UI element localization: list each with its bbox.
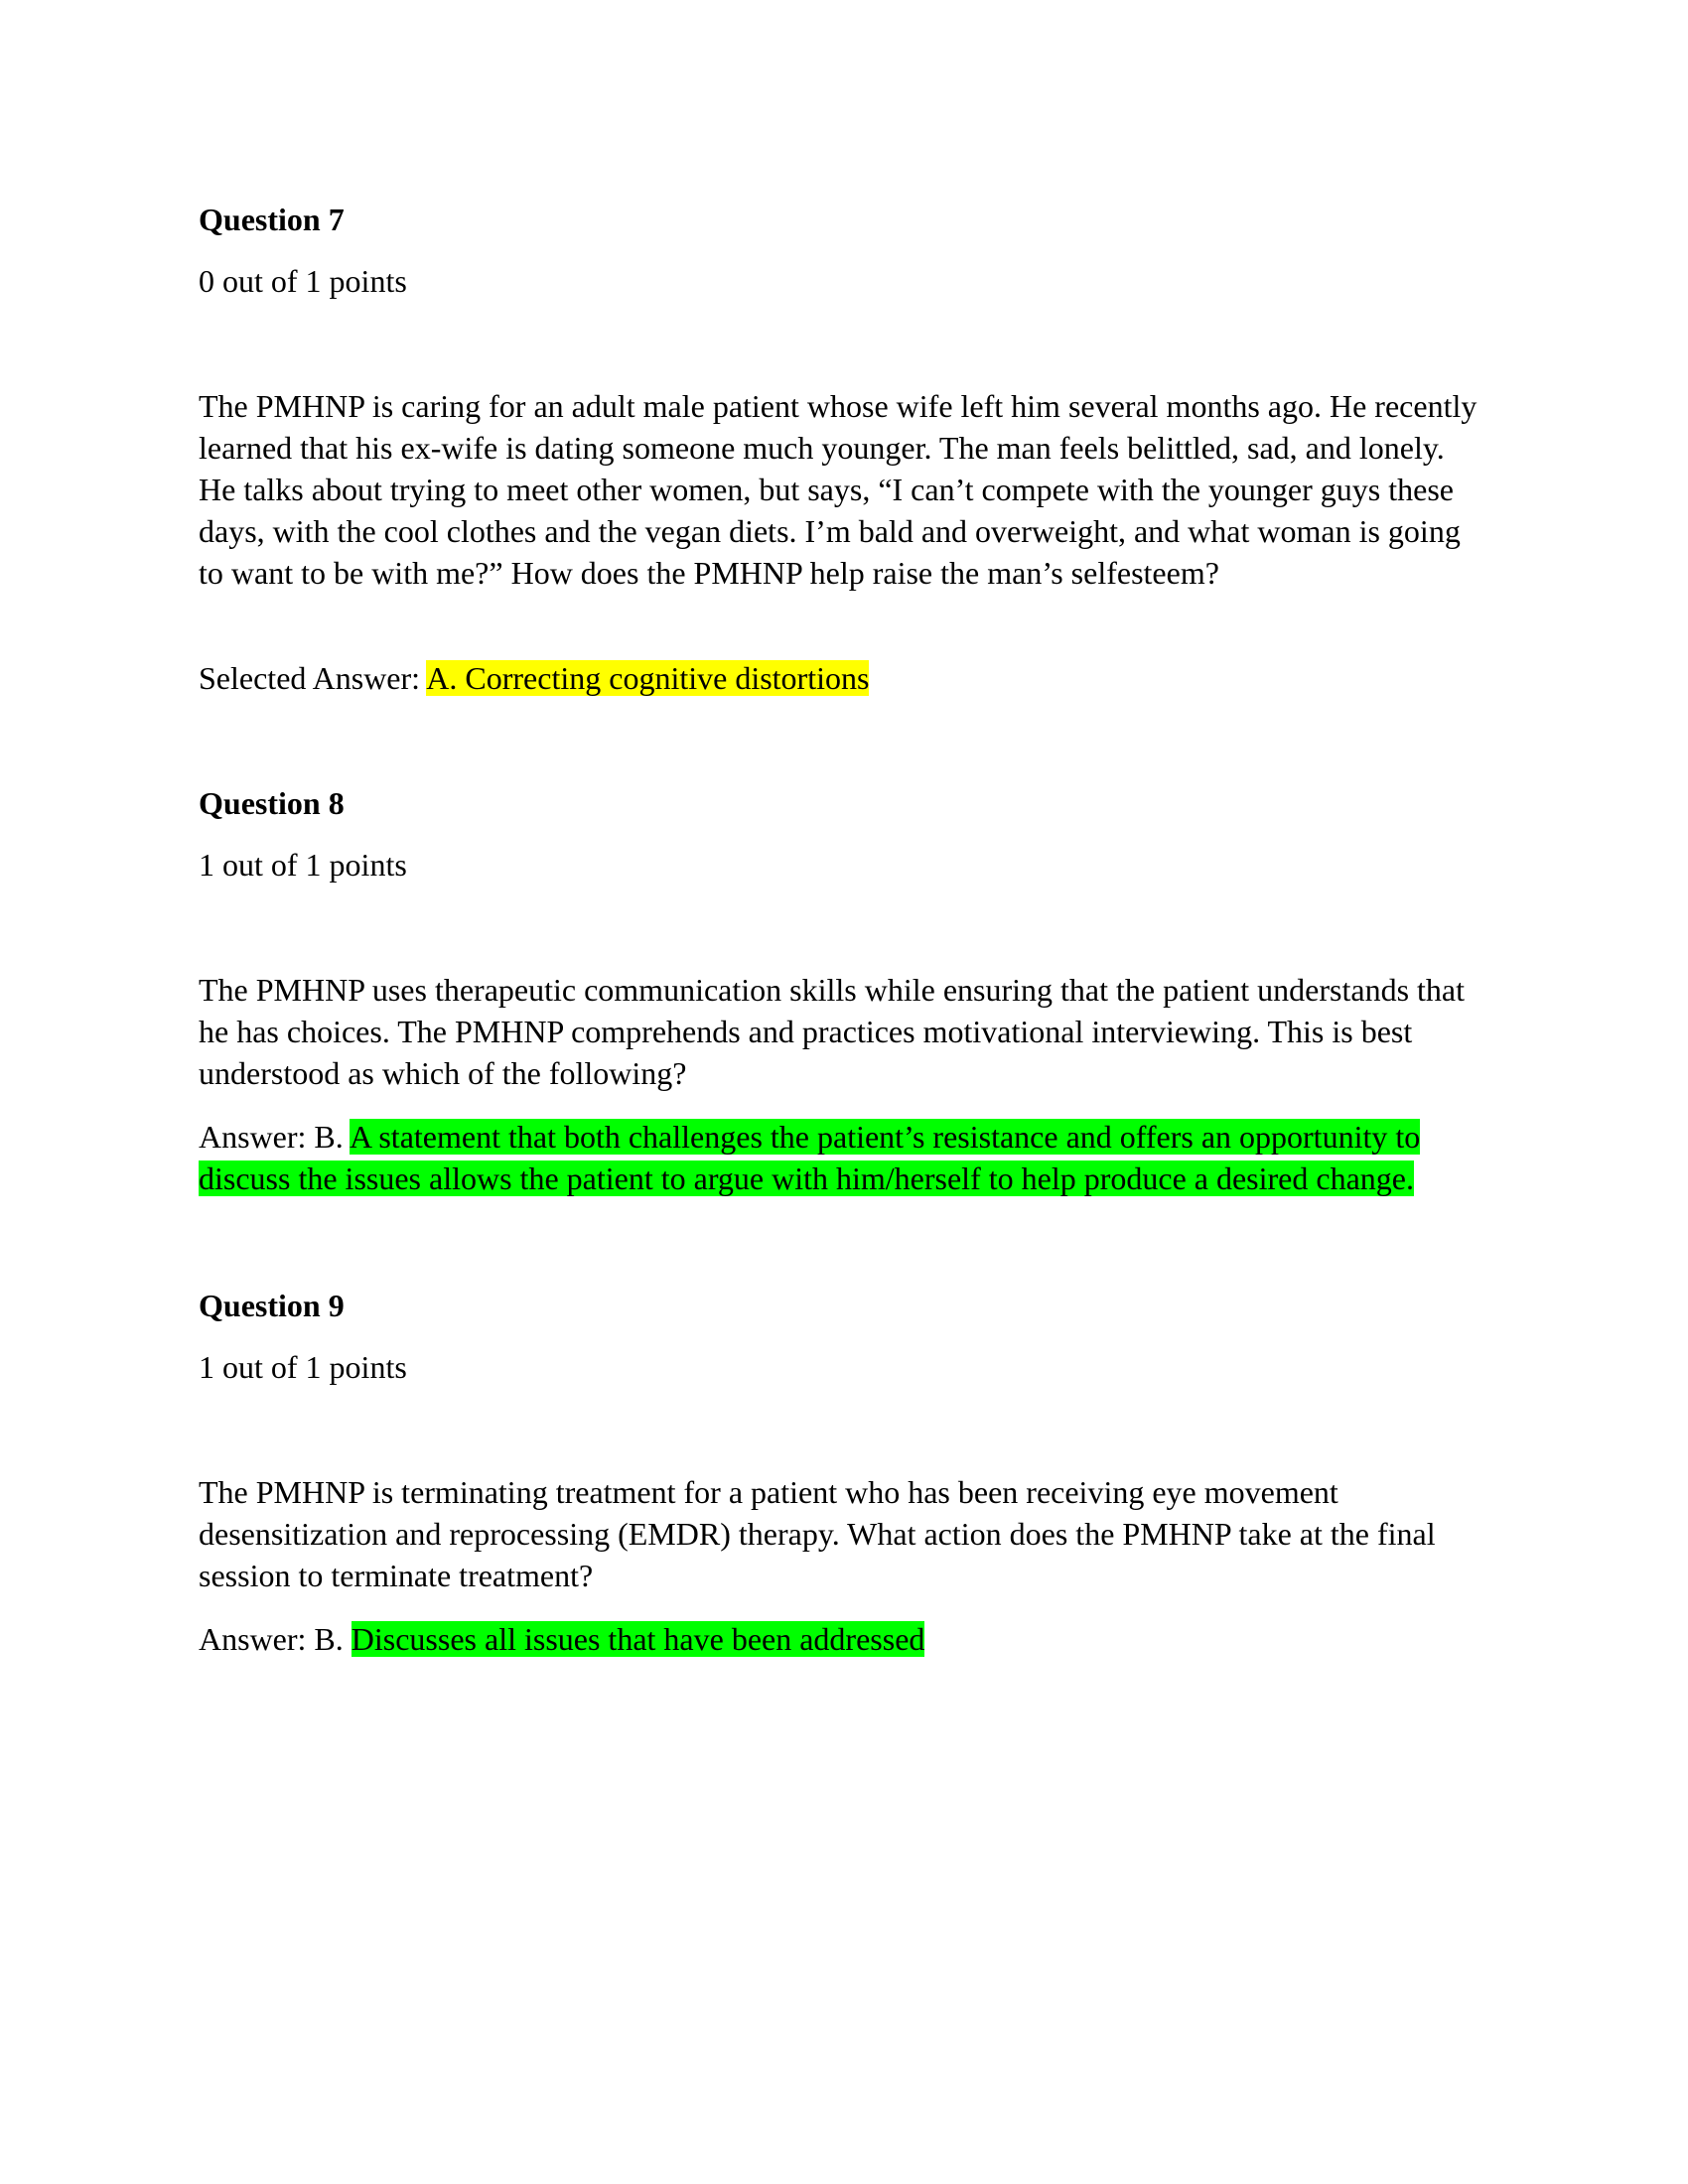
- selected-answer-highlight: A. Correcting cognitive distortions: [426, 660, 870, 696]
- question-8-score: 1 out of 1 points: [199, 847, 407, 883]
- question-9-prompt: The PMHNP is terminating treatment for a patient who has been receiving eye movement desensitization and reprocessing (EMDR) therapy. What action does the PMHNP take at the final session to terminate treatment?: [199, 1474, 1436, 1593]
- answer-label: Answer: B.: [199, 1119, 350, 1155]
- question-9-answer: [199, 1618, 1489, 1660]
- answer-label: Answer: B.: [199, 1621, 352, 1657]
- question-7-answer: [199, 657, 1489, 699]
- question-7-prompt: The PMHNP is caring for an adult male patient whose wife left him several months ago. He recently learned that his ex-wife is dating someone much younger. The man feels belittled, sad, and lonely. He talks about trying to meet other women, but says, “I can’t compete with the younger guys these days, with the cool clothes and the vegan diets. I’m bald and overweight, and what woman is going to want to be with me?” How does the PMHNP help raise the man’s selfesteem?: [199, 388, 1477, 591]
- question-7-score: 0 out of 1 points: [199, 263, 407, 299]
- question-7-title: Question 7: [199, 202, 345, 237]
- question-8-answer: [199, 1116, 1489, 1199]
- question-9-title: Question 9: [199, 1288, 345, 1323]
- correct-answer-highlight: A statement that both challenges the patient’s resistance and offers an opportunity to discuss the issues allows the patient to argue with him/herself to help produce a desired change.: [199, 1119, 1421, 1196]
- question-8-prompt: The PMHNP uses therapeutic communication skills while ensuring that the patient understands that he has choices. The PMHNP comprehends and practices motivational interviewing. This is best understood as which of the following?: [199, 972, 1466, 1091]
- correct-answer-highlight: Discusses all issues that have been addressed: [351, 1621, 925, 1657]
- answer-label: Selected Answer:: [199, 660, 427, 696]
- question-9-score: 1 out of 1 points: [199, 1349, 407, 1385]
- question-8-title: Question 8: [199, 785, 345, 821]
